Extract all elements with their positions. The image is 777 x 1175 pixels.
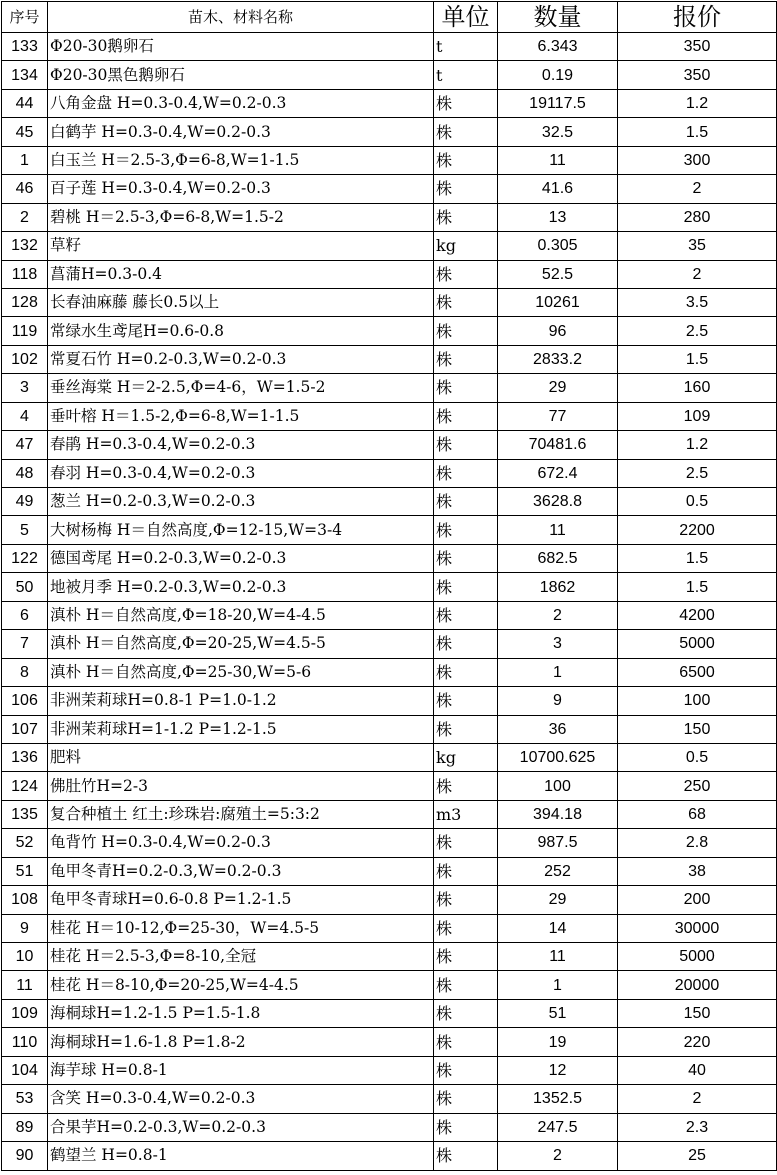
cell-seq: 8 — [2, 658, 48, 686]
table-row — [2, 118, 777, 146]
cell-name: 海桐球H=1.2-1.5 P=1.5-1.8 — [48, 999, 434, 1027]
cell-unit: 株 — [434, 516, 498, 544]
cell-qty: 2 — [498, 601, 618, 629]
cell-unit: 株 — [434, 203, 498, 231]
cell-qty: 6.343 — [498, 33, 618, 61]
table-row — [2, 345, 777, 373]
table-row — [2, 1142, 777, 1170]
cell-name: 龟甲冬青球H=0.6-0.8 P=1.2-1.5 — [48, 886, 434, 914]
cell-qty: 672.4 — [498, 459, 618, 487]
cell-qty: 247.5 — [498, 1113, 618, 1141]
cell-seq: 118 — [2, 260, 48, 288]
cell-name: 滇朴 H＝自然高度,Φ=25-30,W=5-6 — [48, 658, 434, 686]
cell-qty: 394.18 — [498, 800, 618, 828]
cell-qty: 70481.6 — [498, 431, 618, 459]
cell-unit: 株 — [434, 1113, 498, 1141]
cell-qty: 13 — [498, 203, 618, 231]
cell-price: 38 — [618, 857, 777, 885]
cell-seq: 5 — [2, 516, 48, 544]
table-row — [2, 601, 777, 629]
cell-price: 100 — [618, 687, 777, 715]
cell-name: 春羽 H=0.3-0.4,W=0.2-0.3 — [48, 459, 434, 487]
cell-name: 龟甲冬青H=0.2-0.3,W=0.2-0.3 — [48, 857, 434, 885]
cell-qty: 11 — [498, 943, 618, 971]
cell-price: 1.5 — [618, 118, 777, 146]
cell-name: Φ20-30鹅卵石 — [48, 33, 434, 61]
cell-price: 6500 — [618, 658, 777, 686]
header-unit: 单位 — [434, 2, 498, 33]
cell-name: 滇朴 H＝自然高度,Φ=20-25,W=4.5-5 — [48, 630, 434, 658]
price-table — [1, 1, 777, 1171]
cell-unit: kg — [434, 743, 498, 771]
cell-seq: 119 — [2, 317, 48, 345]
cell-unit: 株 — [434, 260, 498, 288]
cell-price: 2.3 — [618, 1113, 777, 1141]
cell-price: 35 — [618, 232, 777, 260]
cell-seq: 128 — [2, 288, 48, 316]
cell-unit: 株 — [434, 1056, 498, 1084]
cell-name: 海桐球H=1.6-1.8 P=1.8-2 — [48, 1028, 434, 1056]
table-row — [2, 33, 777, 61]
cell-price: 200 — [618, 886, 777, 914]
cell-unit: 株 — [434, 886, 498, 914]
cell-qty: 2833.2 — [498, 345, 618, 373]
table-row — [2, 999, 777, 1027]
cell-qty: 100 — [498, 772, 618, 800]
cell-price: 1.5 — [618, 573, 777, 601]
table-row — [2, 89, 777, 117]
cell-name: 垂丝海棠 H＝2-2.5,Φ=4-6，W=1.5-2 — [48, 374, 434, 402]
cell-name: 常夏石竹 H=0.2-0.3,W=0.2-0.3 — [48, 345, 434, 373]
cell-price: 109 — [618, 402, 777, 430]
cell-price: 2.8 — [618, 829, 777, 857]
cell-qty: 1352.5 — [498, 1085, 618, 1113]
cell-seq: 50 — [2, 573, 48, 601]
cell-unit: 株 — [434, 374, 498, 402]
cell-qty: 96 — [498, 317, 618, 345]
cell-unit: 株 — [434, 772, 498, 800]
cell-unit: 株 — [434, 146, 498, 174]
cell-price: 2 — [618, 1085, 777, 1113]
cell-unit: 株 — [434, 288, 498, 316]
cell-unit: 株 — [434, 829, 498, 857]
cell-unit: 株 — [434, 857, 498, 885]
cell-price: 2.5 — [618, 317, 777, 345]
header-name: 苗木、材料名称 — [48, 2, 434, 33]
cell-name: 合果芋H=0.2-0.3,W=0.2-0.3 — [48, 1113, 434, 1141]
cell-unit: 株 — [434, 1085, 498, 1113]
cell-qty: 32.5 — [498, 118, 618, 146]
cell-unit: 株 — [434, 1028, 498, 1056]
cell-qty: 29 — [498, 374, 618, 402]
table-row — [2, 630, 777, 658]
cell-name: 肥料 — [48, 743, 434, 771]
table-body — [2, 33, 777, 1171]
cell-seq: 133 — [2, 33, 48, 61]
cell-seq: 9 — [2, 914, 48, 942]
cell-seq: 89 — [2, 1113, 48, 1141]
header-qty: 数量 — [498, 2, 618, 33]
header-price: 报价 — [618, 2, 777, 33]
table-row — [2, 800, 777, 828]
cell-qty: 2 — [498, 1142, 618, 1170]
header-seq: 序号 — [2, 2, 48, 33]
cell-qty: 51 — [498, 999, 618, 1027]
cell-seq: 106 — [2, 687, 48, 715]
cell-name: 德国鸢尾 H=0.2-0.3,W=0.2-0.3 — [48, 544, 434, 572]
cell-name: 非洲茉莉球H=0.8-1 P=1.0-1.2 — [48, 687, 434, 715]
cell-qty: 1 — [498, 971, 618, 999]
table-row — [2, 232, 777, 260]
cell-seq: 107 — [2, 715, 48, 743]
cell-unit: 株 — [434, 459, 498, 487]
cell-price: 2 — [618, 260, 777, 288]
cell-name: 垂叶榕 H＝1.5-2,Φ=6-8,W=1-1.5 — [48, 402, 434, 430]
table-row — [2, 857, 777, 885]
table-row — [2, 431, 777, 459]
cell-price: 2.5 — [618, 459, 777, 487]
cell-name: 含笑 H=0.3-0.4,W=0.2-0.3 — [48, 1085, 434, 1113]
table-row — [2, 203, 777, 231]
cell-name: 白玉兰 H＝2.5-3,Φ=6-8,W=1-1.5 — [48, 146, 434, 174]
cell-seq: 102 — [2, 345, 48, 373]
cell-unit: kg — [434, 232, 498, 260]
cell-seq: 10 — [2, 943, 48, 971]
cell-price: 1.5 — [618, 544, 777, 572]
table-row — [2, 1085, 777, 1113]
cell-qty: 1862 — [498, 573, 618, 601]
cell-price: 280 — [618, 203, 777, 231]
cell-qty: 77 — [498, 402, 618, 430]
cell-unit: t — [434, 33, 498, 61]
cell-qty: 987.5 — [498, 829, 618, 857]
cell-price: 350 — [618, 61, 777, 89]
cell-unit: 株 — [434, 630, 498, 658]
cell-price: 5000 — [618, 943, 777, 971]
cell-unit: m3 — [434, 800, 498, 828]
cell-price: 30000 — [618, 914, 777, 942]
table-row — [2, 1028, 777, 1056]
cell-qty: 0.19 — [498, 61, 618, 89]
cell-price: 350 — [618, 33, 777, 61]
table-row — [2, 829, 777, 857]
table-row — [2, 146, 777, 174]
table-row — [2, 658, 777, 686]
cell-name: 菖蒲H=0.3-0.4 — [48, 260, 434, 288]
cell-unit: 株 — [434, 1142, 498, 1170]
cell-price: 150 — [618, 999, 777, 1027]
cell-seq: 46 — [2, 175, 48, 203]
cell-name: 滇朴 H＝自然高度,Φ=18-20,W=4-4.5 — [48, 601, 434, 629]
cell-seq: 108 — [2, 886, 48, 914]
cell-qty: 11 — [498, 516, 618, 544]
cell-qty: 36 — [498, 715, 618, 743]
cell-seq: 124 — [2, 772, 48, 800]
table-row — [2, 1056, 777, 1084]
table-row — [2, 402, 777, 430]
cell-name: 常绿水生鸢尾H=0.6-0.8 — [48, 317, 434, 345]
cell-qty: 14 — [498, 914, 618, 942]
cell-price: 3.5 — [618, 288, 777, 316]
table-row — [2, 914, 777, 942]
cell-unit: 株 — [434, 971, 498, 999]
cell-qty: 252 — [498, 857, 618, 885]
table-row — [2, 943, 777, 971]
cell-seq: 6 — [2, 601, 48, 629]
cell-seq: 45 — [2, 118, 48, 146]
cell-qty: 19117.5 — [498, 89, 618, 117]
table-row — [2, 260, 777, 288]
cell-seq: 136 — [2, 743, 48, 771]
cell-qty: 3 — [498, 630, 618, 658]
cell-name: 桂花 H＝2.5-3,Φ=8-10,全冠 — [48, 943, 434, 971]
cell-price: 20000 — [618, 971, 777, 999]
cell-price: 300 — [618, 146, 777, 174]
cell-unit: t — [434, 61, 498, 89]
table-row — [2, 374, 777, 402]
cell-seq: 1 — [2, 146, 48, 174]
cell-qty: 0.305 — [498, 232, 618, 260]
cell-name: 百子莲 H=0.3-0.4,W=0.2-0.3 — [48, 175, 434, 203]
cell-qty: 1 — [498, 658, 618, 686]
cell-seq: 132 — [2, 232, 48, 260]
cell-unit: 株 — [434, 89, 498, 117]
cell-seq: 44 — [2, 89, 48, 117]
cell-name: 白鹤芋 H=0.3-0.4,W=0.2-0.3 — [48, 118, 434, 146]
cell-qty: 11 — [498, 146, 618, 174]
cell-seq: 110 — [2, 1028, 48, 1056]
cell-price: 4200 — [618, 601, 777, 629]
cell-unit: 株 — [434, 715, 498, 743]
cell-seq: 11 — [2, 971, 48, 999]
cell-qty: 10700.625 — [498, 743, 618, 771]
cell-name: 非洲茉莉球H=1-1.2 P=1.2-1.5 — [48, 715, 434, 743]
table-row — [2, 175, 777, 203]
cell-price: 40 — [618, 1056, 777, 1084]
cell-qty: 10261 — [498, 288, 618, 316]
cell-unit: 株 — [434, 118, 498, 146]
cell-name: 长春油麻藤 藤长0.5以上 — [48, 288, 434, 316]
cell-name: 鹤望兰 H=0.8-1 — [48, 1142, 434, 1170]
cell-seq: 90 — [2, 1142, 48, 1170]
cell-price: 68 — [618, 800, 777, 828]
cell-unit: 株 — [434, 658, 498, 686]
cell-name: 大树杨梅 H＝自然高度,Φ=12-15,W=3-4 — [48, 516, 434, 544]
table-row — [2, 317, 777, 345]
cell-unit: 株 — [434, 317, 498, 345]
cell-qty: 41.6 — [498, 175, 618, 203]
cell-name: Φ20-30黑色鹅卵石 — [48, 61, 434, 89]
table-row — [2, 772, 777, 800]
cell-name: 桂花 H＝10-12,Φ=25-30，W=4.5-5 — [48, 914, 434, 942]
cell-unit: 株 — [434, 573, 498, 601]
table-row — [2, 459, 777, 487]
cell-seq: 53 — [2, 1085, 48, 1113]
header-row — [2, 2, 777, 33]
cell-seq: 3 — [2, 374, 48, 402]
table-row — [2, 743, 777, 771]
cell-name: 海芋球 H=0.8-1 — [48, 1056, 434, 1084]
table-row — [2, 488, 777, 516]
cell-seq: 47 — [2, 431, 48, 459]
cell-price: 1.5 — [618, 345, 777, 373]
cell-unit: 株 — [434, 999, 498, 1027]
cell-name: 龟背竹 H=0.3-0.4,W=0.2-0.3 — [48, 829, 434, 857]
table-row — [2, 687, 777, 715]
table-row — [2, 886, 777, 914]
cell-unit: 株 — [434, 402, 498, 430]
cell-name: 八角金盘 H=0.3-0.4,W=0.2-0.3 — [48, 89, 434, 117]
table-row — [2, 288, 777, 316]
cell-seq: 134 — [2, 61, 48, 89]
cell-qty: 12 — [498, 1056, 618, 1084]
cell-price: 1.2 — [618, 89, 777, 117]
cell-seq: 4 — [2, 402, 48, 430]
cell-name: 复合种植土 红土:珍珠岩:腐殖土=5:3:2 — [48, 800, 434, 828]
cell-seq: 104 — [2, 1056, 48, 1084]
table-row — [2, 971, 777, 999]
cell-unit: 株 — [434, 687, 498, 715]
cell-name: 草籽 — [48, 232, 434, 260]
cell-unit: 株 — [434, 175, 498, 203]
cell-price: 1.2 — [618, 431, 777, 459]
cell-name: 葱兰 H=0.2-0.3,W=0.2-0.3 — [48, 488, 434, 516]
cell-seq: 52 — [2, 829, 48, 857]
cell-seq: 135 — [2, 800, 48, 828]
cell-price: 160 — [618, 374, 777, 402]
cell-price: 150 — [618, 715, 777, 743]
cell-name: 春鹃 H=0.3-0.4,W=0.2-0.3 — [48, 431, 434, 459]
cell-price: 220 — [618, 1028, 777, 1056]
cell-seq: 2 — [2, 203, 48, 231]
cell-qty: 3628.8 — [498, 488, 618, 516]
cell-price: 2 — [618, 175, 777, 203]
cell-seq: 49 — [2, 488, 48, 516]
cell-qty: 9 — [498, 687, 618, 715]
cell-price: 250 — [618, 772, 777, 800]
cell-qty: 682.5 — [498, 544, 618, 572]
cell-qty: 52.5 — [498, 260, 618, 288]
cell-seq: 51 — [2, 857, 48, 885]
cell-unit: 株 — [434, 943, 498, 971]
table-row — [2, 544, 777, 572]
cell-unit: 株 — [434, 914, 498, 942]
cell-name: 碧桃 H＝2.5-3,Φ=6-8,W=1.5-2 — [48, 203, 434, 231]
table-row — [2, 1113, 777, 1141]
cell-price: 0.5 — [618, 743, 777, 771]
table-row — [2, 573, 777, 601]
cell-unit: 株 — [434, 601, 498, 629]
cell-price: 5000 — [618, 630, 777, 658]
cell-seq: 48 — [2, 459, 48, 487]
cell-qty: 29 — [498, 886, 618, 914]
table-row — [2, 516, 777, 544]
cell-seq: 122 — [2, 544, 48, 572]
cell-name: 桂花 H＝8-10,Φ=20-25,W=4-4.5 — [48, 971, 434, 999]
table-row — [2, 715, 777, 743]
cell-price: 2200 — [618, 516, 777, 544]
cell-seq: 7 — [2, 630, 48, 658]
table-row — [2, 61, 777, 89]
cell-price: 0.5 — [618, 488, 777, 516]
cell-qty: 19 — [498, 1028, 618, 1056]
cell-unit: 株 — [434, 345, 498, 373]
cell-unit: 株 — [434, 544, 498, 572]
cell-unit: 株 — [434, 431, 498, 459]
cell-seq: 109 — [2, 999, 48, 1027]
cell-unit: 株 — [434, 488, 498, 516]
cell-name: 地被月季 H=0.2-0.3,W=0.2-0.3 — [48, 573, 434, 601]
cell-price: 25 — [618, 1142, 777, 1170]
cell-name: 佛肚竹H=2-3 — [48, 772, 434, 800]
